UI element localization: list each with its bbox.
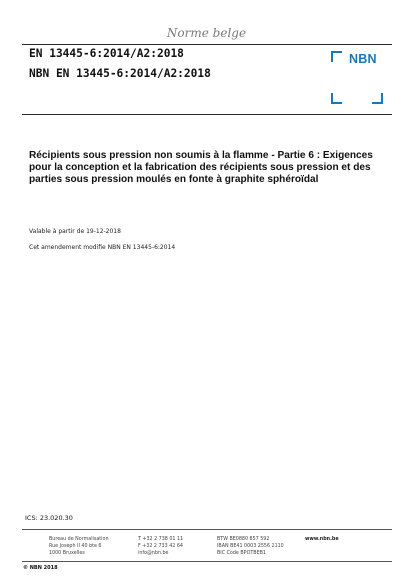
standard-reference: EN 13445-6:2014/A2:2018	[29, 47, 184, 60]
footer-phone: T +32 2 738 01 11	[138, 537, 184, 542]
footer-fax: F +32 2 733 42 64	[138, 544, 183, 549]
header-divider	[22, 114, 392, 115]
footer-address-line: 1000 Bruxelles	[49, 551, 85, 556]
logo-corner-top-left	[331, 51, 342, 62]
footer-contact	[138, 536, 183, 557]
logo-text: NBN	[349, 52, 377, 66]
logo-corner-bottom-left	[331, 93, 342, 104]
footer-address-line: Bureau de Normalisation	[49, 537, 109, 542]
top-rule	[22, 44, 392, 45]
footer-website-text[interactable]: www.nbn.be	[305, 537, 339, 542]
footer-address	[49, 536, 109, 557]
footer-bank	[217, 536, 284, 557]
validity-date: Valable à partir de 19-12-2018	[29, 228, 121, 235]
amendment-note: Cet amendement modifie NBN EN 13445-6:2014	[29, 244, 176, 251]
document-title: Récipients sous pression non soumis à la flamme - Partie 6 : Exigences pour la conception et la fabrication des récipients sous pression et des parties sous pression moulés en fonte à graphite sphéroïdal	[29, 150, 373, 185]
copyright: © NBN 2018	[23, 565, 58, 571]
footer-address-line: Rue Joseph II 40 bte 6	[49, 544, 102, 549]
ics-code: ICS: 23.020.30	[25, 514, 73, 522]
bottom-rule	[22, 561, 392, 562]
footer-website[interactable]	[305, 536, 339, 543]
logo-corner-bottom-right	[372, 93, 383, 104]
footer-vat: BTW BE0880 857 592	[217, 537, 270, 542]
nbn-logo	[331, 51, 383, 104]
norme-belge-label: Norme belge	[166, 26, 247, 40]
footer-bic: BIC Code BPOTBEB1	[217, 551, 266, 556]
footer-iban: IBAN BE41 0003 2556 2110	[217, 544, 284, 549]
footer-rule	[22, 529, 392, 530]
footer-email[interactable]: info@nbn.be	[138, 551, 169, 556]
nbn-standard-reference: NBN EN 13445-6:2014/A2:2018	[29, 67, 211, 80]
